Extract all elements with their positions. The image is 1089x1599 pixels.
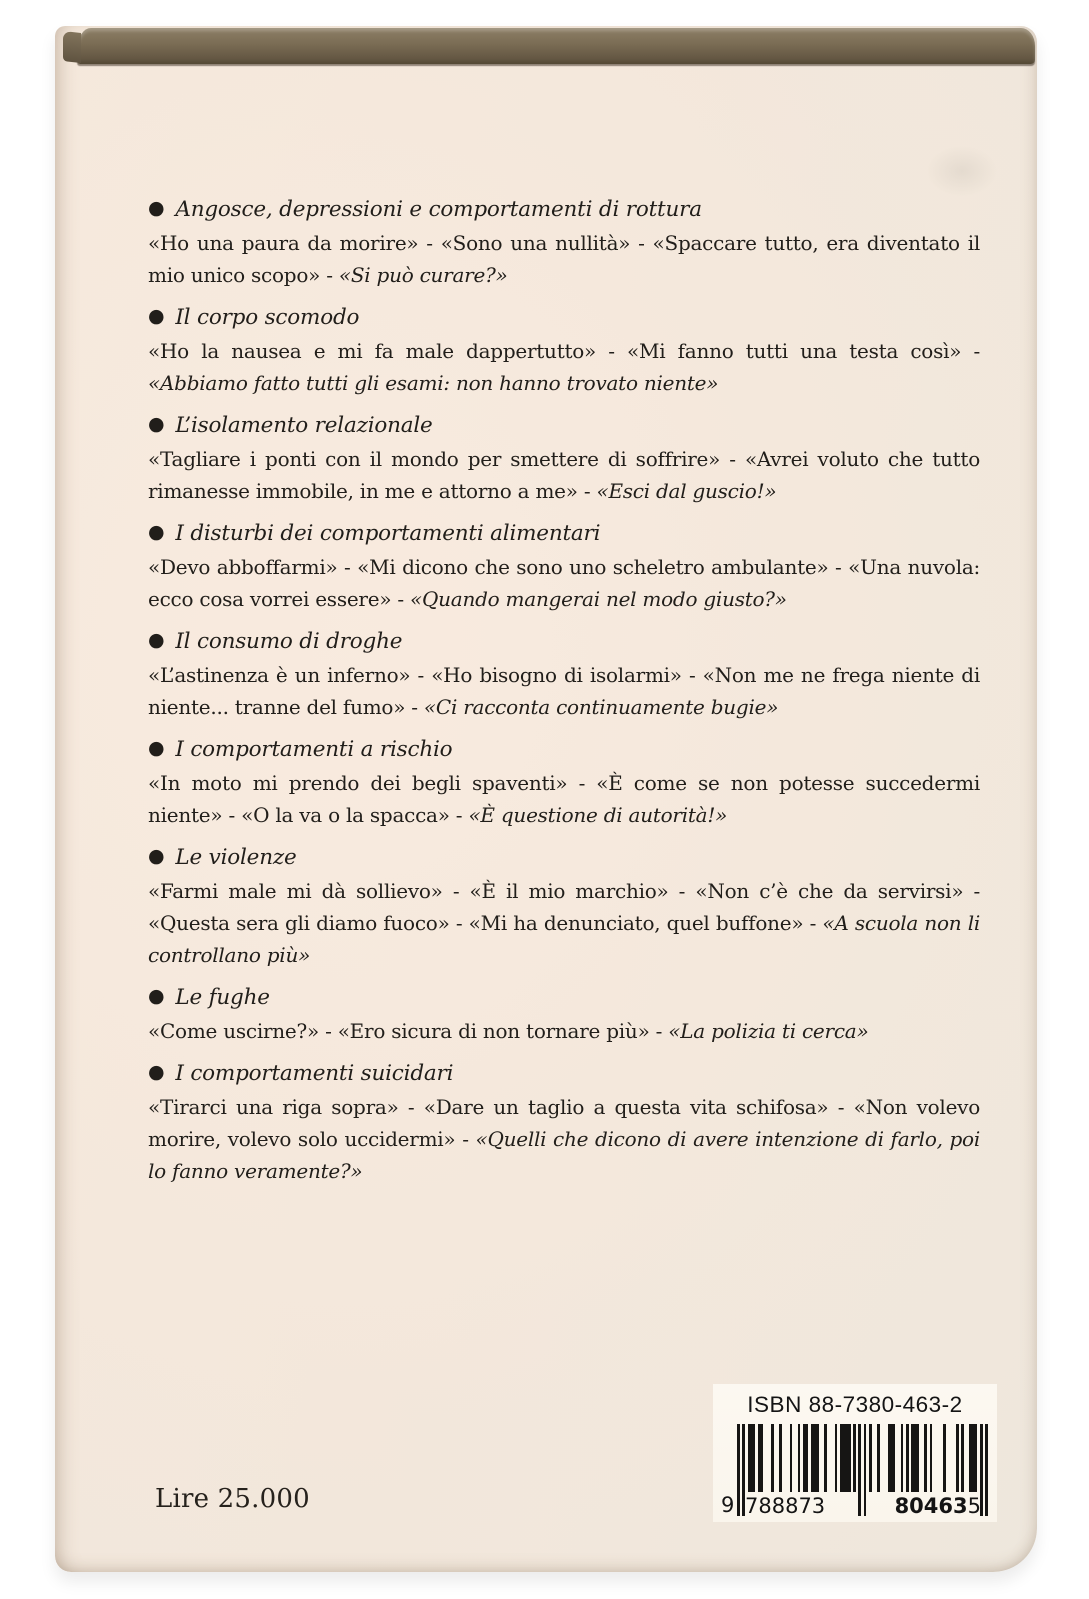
topic-section-6 bbox=[148, 734, 980, 831]
section-header bbox=[148, 410, 980, 442]
ean-group-2: 804635 bbox=[894, 1494, 981, 1518]
section-title: Le violenze bbox=[175, 845, 297, 870]
quotes-roman: «L’astinenza è un inferno» - «Ho bisogno di isolarmi» - «Non me ne frega niente di niente... tranne del fumo» - bbox=[148, 663, 980, 719]
quotes-roman: «Ho la nausea e mi fa male dappertutto» - «Mi fanno tutti una testa così» - bbox=[148, 339, 980, 363]
section-header bbox=[148, 1058, 980, 1090]
bullet-icon: ● bbox=[148, 629, 165, 651]
isbn-block bbox=[713, 1384, 997, 1522]
section-header bbox=[148, 518, 980, 550]
bullet-icon: ● bbox=[148, 1061, 165, 1083]
ean-first-digit: 9 bbox=[721, 1493, 735, 1517]
section-header bbox=[148, 982, 980, 1014]
section-title: L’isolamento relazionale bbox=[175, 413, 433, 438]
section-quotes bbox=[148, 551, 980, 615]
section-quotes bbox=[148, 1015, 980, 1047]
quotes-italic: «Si può curare?» bbox=[338, 263, 508, 287]
ean-barcode bbox=[721, 1424, 989, 1516]
quotes-roman: «Devo abboffarmi» - «Mi dicono che sono uno scheletro ambulante» - «Una nuvola: ecco cosa vorrei essere» - bbox=[148, 555, 980, 611]
section-title: Il corpo scomodo bbox=[175, 305, 360, 330]
quotes-roman: «Tagliare i ponti con il mondo per smettere di soffrire» - «Avrei voluto che tutto rimanesse immobile, in me e attorno a me» - bbox=[148, 447, 980, 503]
quotes-italic: «Ci racconta continuamente bugie» bbox=[423, 695, 779, 719]
section-title: I disturbi dei comportamenti alimentari bbox=[175, 521, 601, 546]
section-header bbox=[148, 626, 980, 658]
quotes-roman: «Ho una paura da morire» - «Sono una nullità» - «Spaccare tutto, era diventato il mio unico scopo» - bbox=[148, 231, 980, 287]
section-header bbox=[148, 734, 980, 766]
quotes-roman: «Come uscirne?» - «Ero sicura di non tornare più» - bbox=[148, 1019, 669, 1043]
topic-section-7 bbox=[148, 842, 980, 971]
bullet-icon: ● bbox=[148, 305, 165, 327]
section-title: Il consumo di droghe bbox=[175, 629, 403, 654]
topic-section-3 bbox=[148, 410, 980, 507]
section-title: Le fughe bbox=[175, 985, 270, 1010]
bullet-icon: ● bbox=[148, 985, 165, 1007]
ean-digit-groups bbox=[745, 1494, 981, 1518]
topic-section-2 bbox=[148, 302, 980, 399]
barcode-module bbox=[985, 1424, 988, 1516]
book-back-cover bbox=[55, 26, 1037, 1572]
quotes-italic: «Quelli che dicono di avere intenzione di farlo, poi lo fanno veramente?» bbox=[148, 1127, 980, 1183]
topic-section-8 bbox=[148, 982, 980, 1047]
quotes-italic: «È questione di autorità!» bbox=[468, 803, 728, 827]
barcode-bars-wrap bbox=[737, 1424, 989, 1516]
quotes-roman: «Tirarci una riga sopra» - «Dare un taglio a questa vita schifosa» - «Non volevo morire, volevo solo uccidermi» - bbox=[148, 1095, 980, 1151]
topic-section-5 bbox=[148, 626, 980, 723]
section-title: I comportamenti suicidari bbox=[175, 1061, 454, 1086]
section-quotes bbox=[148, 767, 980, 831]
section-header bbox=[148, 302, 980, 334]
quotes-italic: «Esci dal guscio!» bbox=[596, 479, 777, 503]
content-sections bbox=[148, 194, 980, 1198]
quotes-italic: «A scuola non li controllano più» bbox=[148, 911, 980, 967]
bullet-icon: ● bbox=[148, 197, 165, 219]
bullet-icon: ● bbox=[148, 413, 165, 435]
section-quotes bbox=[148, 443, 980, 507]
book-top-edge bbox=[77, 28, 1035, 64]
section-quotes bbox=[148, 227, 980, 291]
section-title: I comportamenti a rischio bbox=[175, 737, 453, 762]
ean-group-1: 788873 bbox=[745, 1494, 826, 1518]
topic-section-9 bbox=[148, 1058, 980, 1187]
section-quotes bbox=[148, 875, 980, 971]
section-title: Angosce, depressioni e comportamenti di rottura bbox=[175, 197, 702, 222]
bullet-icon: ● bbox=[148, 521, 165, 543]
bullet-icon: ● bbox=[148, 845, 165, 867]
quotes-roman: «In moto mi prendo dei begli spaventi» - «È come se non potesse succedermi niente» - «O la va o la spacca» - bbox=[148, 771, 980, 827]
isbn-number: ISBN 88-7380-463-2 bbox=[747, 1392, 963, 1417]
pencil-smudge bbox=[927, 146, 997, 196]
section-quotes bbox=[148, 659, 980, 723]
quotes-italic: «Abbiamo fatto tutti gli esami: non hanno trovato niente» bbox=[148, 371, 719, 395]
quotes-roman: «Farmi male mi dà sollievo» - «È il mio marchio» - «Non c’è che da servirsi» - «Questa sera gli diamo fuoco» - «Mi ha denunciato, quel buffone» - bbox=[148, 879, 980, 935]
section-header bbox=[148, 842, 980, 874]
quotes-italic: «La polizia ti cerca» bbox=[668, 1019, 869, 1043]
quotes-italic: «Quando mangerai nel modo giusto?» bbox=[410, 587, 787, 611]
section-quotes bbox=[148, 1091, 980, 1187]
topic-section-4 bbox=[148, 518, 980, 615]
bullet-icon: ● bbox=[148, 737, 165, 759]
price-label: Lire 25.000 bbox=[155, 1484, 310, 1514]
topic-section-1 bbox=[148, 194, 980, 291]
section-header bbox=[148, 194, 980, 226]
section-quotes bbox=[148, 335, 980, 399]
